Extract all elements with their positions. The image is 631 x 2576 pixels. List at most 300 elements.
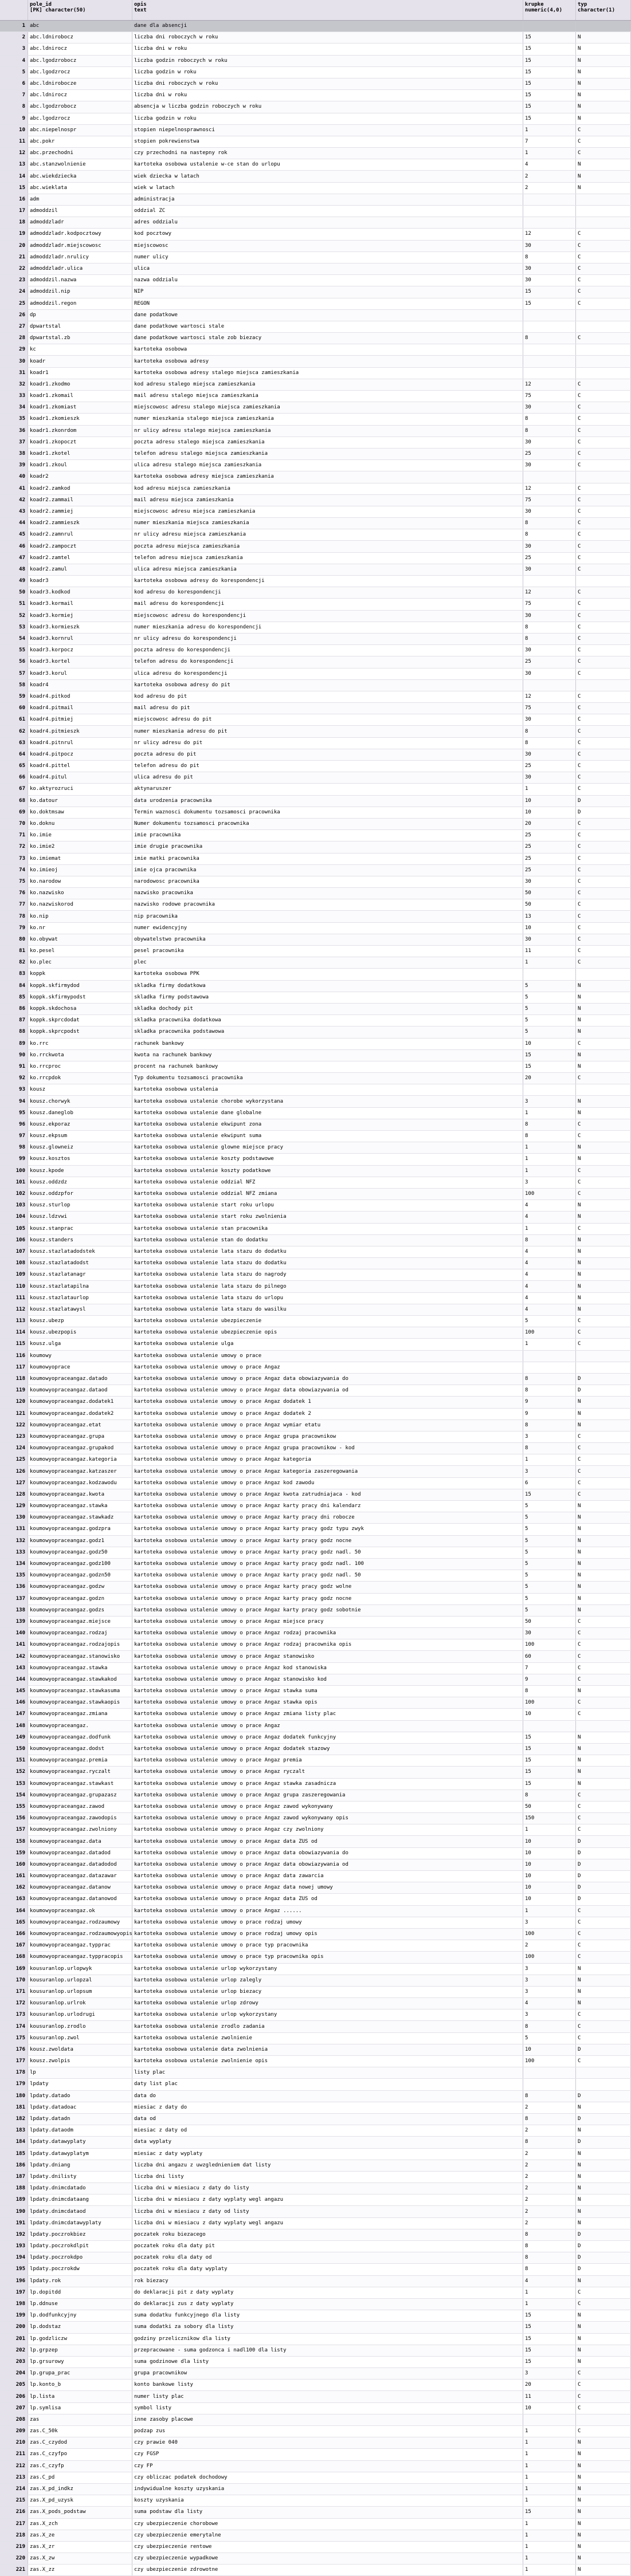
table-row[interactable] — [0, 633, 631, 644]
typ-cell[interactable]: D — [576, 2090, 631, 2102]
pole-id-cell[interactable]: koumowyopraceangaz.stawkadz — [28, 1512, 132, 1524]
krupke-cell[interactable]: 4 — [523, 159, 576, 171]
opis-cell[interactable]: do deklaracji pit z daty wyplaty — [132, 2287, 523, 2298]
pole-id-cell[interactable]: koumowyopraceangaz.rodzaumowy — [28, 1917, 132, 1928]
typ-cell[interactable]: N — [576, 1258, 631, 1269]
pole-id-cell[interactable]: koadr3 — [28, 576, 132, 587]
krupke-cell[interactable]: 3 — [523, 1466, 576, 1477]
row-number[interactable]: 199 — [0, 2310, 28, 2322]
table-row[interactable] — [0, 2449, 631, 2460]
typ-cell[interactable] — [576, 679, 631, 691]
row-number[interactable]: 44 — [0, 518, 28, 529]
pole-id-cell[interactable]: koadr4.pittel — [28, 761, 132, 772]
krupke-cell[interactable]: 8 — [523, 2229, 576, 2240]
pole-id-cell[interactable]: kousz.ubezpopis — [28, 1327, 132, 1339]
row-number[interactable]: 49 — [0, 576, 28, 587]
typ-cell[interactable]: C — [576, 888, 631, 899]
table-row[interactable] — [0, 1292, 631, 1304]
row-number[interactable]: 60 — [0, 703, 28, 714]
pole-id-cell[interactable]: koumowyopraceangaz.kwota — [28, 1489, 132, 1500]
krupke-cell[interactable]: 8 — [523, 1419, 576, 1431]
krupke-cell[interactable]: 30 — [523, 275, 576, 286]
row-number[interactable]: 217 — [0, 2518, 28, 2530]
typ-cell[interactable]: C — [576, 957, 631, 969]
typ-cell[interactable]: C — [576, 1940, 631, 1952]
opis-cell[interactable]: obywatelstwo pracownika — [132, 934, 523, 945]
opis-cell[interactable]: kartoteka osobowa adresy do pit — [132, 679, 523, 691]
typ-cell[interactable]: C — [576, 1038, 631, 1049]
krupke-cell[interactable]: 150 — [523, 1813, 576, 1824]
pole-id-cell[interactable]: koumowyopraceangaz.typprac — [28, 1940, 132, 1952]
typ-cell[interactable]: N — [576, 171, 631, 182]
row-number[interactable]: 13 — [0, 159, 28, 171]
pole-id-cell[interactable]: koumowyopraceangaz.datanow — [28, 1882, 132, 1894]
krupke-cell[interactable]: 12 — [523, 691, 576, 702]
row-number[interactable]: 169 — [0, 1963, 28, 1975]
typ-cell[interactable]: N — [576, 1535, 631, 1547]
krupke-cell[interactable]: 2 — [523, 2206, 576, 2217]
table-row[interactable] — [0, 1952, 631, 1963]
pole-id-cell[interactable]: zas.C_50k — [28, 2426, 132, 2437]
pole-id-cell[interactable]: lp.dopitdd — [28, 2287, 132, 2298]
typ-cell[interactable]: N — [576, 2553, 631, 2565]
typ-cell[interactable]: D — [576, 807, 631, 818]
typ-cell[interactable]: N — [576, 1049, 631, 1061]
table-row[interactable] — [0, 1327, 631, 1339]
typ-cell[interactable]: C — [576, 633, 631, 644]
typ-cell[interactable]: N — [576, 1593, 631, 1604]
krupke-cell[interactable]: 100 — [523, 1697, 576, 1709]
pole-id-cell[interactable]: koppk.skprcpodst — [28, 1027, 132, 1038]
pole-id-cell[interactable]: koumowyopraceangaz.kategoria — [28, 1454, 132, 1466]
opis-cell[interactable]: stopien pokrewienstwa — [132, 136, 523, 147]
pole-id-cell[interactable]: koadr3.kormiej — [28, 610, 132, 622]
pole-id-cell[interactable]: abc.lgodzrobocz — [28, 55, 132, 66]
row-number[interactable]: 43 — [0, 506, 28, 517]
pole-id-cell[interactable]: koadr3.kortel — [28, 656, 132, 668]
table-row[interactable] — [0, 78, 631, 89]
table-row[interactable] — [0, 2414, 631, 2425]
pole-id-cell[interactable]: abc.przechodni — [28, 148, 132, 159]
row-number[interactable]: 130 — [0, 1512, 28, 1524]
table-row[interactable] — [0, 1547, 631, 1558]
table-row[interactable] — [0, 66, 631, 78]
row-number[interactable]: 100 — [0, 1165, 28, 1177]
krupke-cell[interactable]: 2 — [523, 182, 576, 194]
row-number[interactable]: 84 — [0, 980, 28, 992]
typ-cell[interactable]: N — [576, 1524, 631, 1535]
krupke-cell[interactable]: 1 — [523, 957, 576, 969]
opis-cell[interactable]: mail adresu stalego miejsca zamieszkania — [132, 391, 523, 402]
krupke-cell[interactable]: 2 — [523, 2102, 576, 2113]
pole-id-cell[interactable]: koadr4.pitkod — [28, 691, 132, 702]
row-number[interactable]: 23 — [0, 275, 28, 286]
table-row[interactable] — [0, 229, 631, 240]
krupke-cell[interactable]: 5 — [523, 980, 576, 992]
typ-cell[interactable] — [576, 1084, 631, 1096]
typ-cell[interactable]: C — [576, 772, 631, 784]
table-row[interactable] — [0, 1454, 631, 1466]
pole-id-cell[interactable]: ko.narodow — [28, 876, 132, 887]
pole-id-cell[interactable]: koumowyopraceangaz.rodzajopis — [28, 1639, 132, 1651]
row-number[interactable]: 177 — [0, 2056, 28, 2067]
typ-cell[interactable]: D — [576, 795, 631, 807]
typ-cell[interactable]: N — [576, 1142, 631, 1154]
table-row[interactable] — [0, 101, 631, 113]
pole-id-cell[interactable]: koumowyopraceangaz.godzs — [28, 1604, 132, 1616]
krupke-cell[interactable]: 10 — [523, 1882, 576, 1894]
krupke-cell[interactable]: 12 — [523, 379, 576, 390]
opis-cell[interactable]: kartoteka osobowa ustalenie umowy o prace Angaz karty pracy godz nocne — [132, 1535, 523, 1547]
pole-id-cell[interactable]: koumowyopraceangaz.stawkast — [28, 1778, 132, 1790]
opis-cell[interactable]: kartoteka osobowa PPK — [132, 969, 523, 980]
table-row[interactable] — [0, 2472, 631, 2483]
table-row[interactable] — [0, 1813, 631, 1824]
row-number[interactable]: 86 — [0, 1003, 28, 1014]
opis-cell[interactable]: nr ulicy adresu miejsca zamieszkania — [132, 529, 523, 541]
krupke-cell[interactable]: 25 — [523, 656, 576, 668]
opis-cell[interactable]: liczba dni w miesiacu z daty do listy — [132, 2183, 523, 2194]
krupke-cell[interactable]: 1 — [523, 2495, 576, 2507]
typ-cell[interactable]: C — [576, 1917, 631, 1928]
krupke-cell[interactable]: 15 — [523, 298, 576, 309]
opis-cell[interactable]: telefon adresu miejsca zamieszkania — [132, 552, 523, 564]
table-row[interactable] — [0, 518, 631, 529]
table-row[interactable] — [0, 2287, 631, 2298]
row-number[interactable]: 88 — [0, 1027, 28, 1038]
krupke-cell[interactable]: 3 — [523, 2009, 576, 2021]
typ-cell[interactable]: C — [576, 2426, 631, 2437]
row-number[interactable]: 111 — [0, 1292, 28, 1304]
pole-id-cell[interactable]: lpdaty.datadoac — [28, 2102, 132, 2113]
row-number[interactable]: 174 — [0, 2021, 28, 2032]
typ-cell[interactable]: N — [576, 1292, 631, 1304]
pole-id-cell[interactable]: abc.ldnirobocz — [28, 32, 132, 44]
table-row[interactable] — [0, 2275, 631, 2287]
krupke-cell[interactable]: 3 — [523, 1096, 576, 1107]
opis-cell[interactable]: skladka pracownika dodatkowa — [132, 1015, 523, 1027]
opis-cell[interactable]: kartoteka osobowa ustalenie umowy o prace Angaz stawka opis — [132, 1697, 523, 1709]
typ-cell[interactable]: N — [576, 980, 631, 992]
opis-cell[interactable]: kartoteka osobowa ustalenie dane globalne — [132, 1107, 523, 1119]
krupke-cell[interactable] — [523, 367, 576, 379]
krupke-cell[interactable]: 1 — [523, 2437, 576, 2449]
opis-cell[interactable]: data wyplaty — [132, 2137, 523, 2148]
krupke-cell[interactable]: 4 — [523, 2275, 576, 2287]
typ-cell[interactable]: C — [576, 298, 631, 309]
pole-id-cell[interactable]: koumowyopraceangaz.godzn50 — [28, 1570, 132, 1582]
krupke-cell[interactable]: 8 — [523, 518, 576, 529]
row-number[interactable]: 28 — [0, 333, 28, 344]
row-number[interactable]: 51 — [0, 599, 28, 610]
pole-id-cell[interactable]: koumowyopraceangaz.dataod — [28, 1385, 132, 1397]
opis-cell[interactable]: skladka pracownika podstawowa — [132, 1027, 523, 1038]
typ-cell[interactable]: N — [576, 182, 631, 194]
row-number[interactable]: 36 — [0, 425, 28, 436]
krupke-cell[interactable] — [523, 2414, 576, 2425]
row-number[interactable]: 150 — [0, 1743, 28, 1755]
row-number[interactable]: 20 — [0, 240, 28, 251]
row-number[interactable]: 68 — [0, 795, 28, 807]
opis-cell[interactable]: kartoteka osobowa ustalenie umowy o prace Angaz — [132, 1362, 523, 1373]
krupke-cell[interactable]: 3 — [523, 1177, 576, 1188]
krupke-cell[interactable]: 5 — [523, 1015, 576, 1027]
krupke-cell[interactable]: 2 — [523, 2125, 576, 2137]
table-row[interactable] — [0, 1512, 631, 1524]
pole-id-cell[interactable]: koumowyopraceangaz.datadod — [28, 1847, 132, 1859]
pole-id-cell[interactable]: koppk.skfirmypodst — [28, 992, 132, 1003]
opis-cell[interactable]: kartoteka osobowa ustalenie urlop wykorzystany — [132, 2009, 523, 2021]
opis-cell[interactable]: kartoteka osobowa ustalenie umowy o prace Angaz kod stanowiska — [132, 1662, 523, 1674]
table-row[interactable] — [0, 2460, 631, 2472]
pole-id-cell[interactable]: koadr4.pitul — [28, 772, 132, 784]
krupke-cell[interactable]: 10 — [523, 1709, 576, 1720]
pole-id-cell[interactable]: koppk — [28, 969, 132, 980]
typ-cell[interactable]: C — [576, 784, 631, 795]
column-header-opis[interactable]: opis text — [132, 0, 523, 21]
table-row[interactable] — [0, 2206, 631, 2217]
opis-cell[interactable]: kwota na rachunek bankowy — [132, 1049, 523, 1061]
typ-cell[interactable]: N — [576, 2345, 631, 2356]
typ-cell[interactable]: N — [576, 1570, 631, 1582]
pole-id-cell[interactable]: admoddzladr — [28, 217, 132, 229]
row-number[interactable]: 152 — [0, 1767, 28, 1778]
krupke-cell[interactable]: 1 — [523, 2541, 576, 2553]
opis-cell[interactable]: kod adresu do korespondencji — [132, 587, 523, 599]
typ-cell[interactable]: N — [576, 2483, 631, 2495]
table-row[interactable] — [0, 2137, 631, 2148]
krupke-cell[interactable]: 15 — [523, 1732, 576, 1743]
row-number[interactable]: 12 — [0, 148, 28, 159]
row-number[interactable]: 163 — [0, 1894, 28, 1905]
krupke-cell[interactable]: 2 — [523, 2171, 576, 2182]
table-row[interactable] — [0, 2380, 631, 2391]
typ-cell[interactable]: C — [576, 911, 631, 922]
pole-id-cell[interactable]: ko.imie — [28, 830, 132, 841]
opis-cell[interactable]: mail adresu miejsca zamieszkania — [132, 494, 523, 506]
opis-cell[interactable]: kartoteka osobowa ustalenie data zwolnienia — [132, 2044, 523, 2055]
opis-cell[interactable]: miejscowosc — [132, 240, 523, 251]
row-number[interactable]: 18 — [0, 217, 28, 229]
row-number[interactable]: 145 — [0, 1686, 28, 1697]
table-row[interactable] — [0, 2160, 631, 2171]
row-number[interactable]: 214 — [0, 2483, 28, 2495]
row-number[interactable]: 65 — [0, 761, 28, 772]
typ-cell[interactable]: C — [576, 124, 631, 136]
krupke-cell[interactable]: 15 — [523, 101, 576, 113]
pole-id-cell[interactable]: koumowyopraceangaz.godz50 — [28, 1547, 132, 1558]
typ-cell[interactable] — [576, 1350, 631, 1362]
table-row[interactable] — [0, 1269, 631, 1281]
pole-id-cell[interactable]: lpdaty.dnimcdataang — [28, 2194, 132, 2206]
row-number[interactable]: 37 — [0, 436, 28, 448]
opis-cell[interactable]: kartoteka osobowa — [132, 344, 523, 356]
pole-id-cell[interactable]: koumowyopraceangaz.dodatek2 — [28, 1408, 132, 1419]
row-number[interactable]: 195 — [0, 2264, 28, 2275]
krupke-cell[interactable]: 11 — [523, 2391, 576, 2402]
row-number[interactable]: 82 — [0, 957, 28, 969]
table-row[interactable] — [0, 1223, 631, 1234]
opis-cell[interactable]: Typ dokumentu tozsamosci pracownika — [132, 1073, 523, 1084]
opis-cell[interactable]: wiek w latach — [132, 182, 523, 194]
opis-cell[interactable]: imie drugie pracownika — [132, 841, 523, 853]
pole-id-cell[interactable]: kousuranlop.urlopzal — [28, 1975, 132, 1986]
row-number[interactable]: 108 — [0, 1258, 28, 1269]
opis-cell[interactable]: kartoteka osobowa ustalenie koszty podatkowe — [132, 1165, 523, 1177]
typ-cell[interactable]: N — [576, 1246, 631, 1257]
pole-id-cell[interactable]: lpdaty.poczrokbiez — [28, 2229, 132, 2240]
typ-cell[interactable]: C — [576, 1223, 631, 1234]
krupke-cell[interactable]: 1 — [523, 1154, 576, 1165]
krupke-cell[interactable]: 25 — [523, 552, 576, 564]
pole-id-cell[interactable]: lpdaty.datado — [28, 2090, 132, 2102]
pole-id-cell[interactable]: adm — [28, 194, 132, 205]
table-row[interactable] — [0, 2241, 631, 2252]
typ-cell[interactable]: D — [576, 1859, 631, 1870]
opis-cell[interactable]: ulica adresu miejsca zamieszkania — [132, 564, 523, 575]
pole-id-cell[interactable]: koadr2.zamtel — [28, 552, 132, 564]
row-number[interactable]: 124 — [0, 1443, 28, 1454]
krupke-cell[interactable]: 75 — [523, 494, 576, 506]
pole-id-cell[interactable]: zas.X_pd_uzysk — [28, 2495, 132, 2507]
pole-id-cell[interactable]: abc.pokr — [28, 136, 132, 147]
table-row[interactable] — [0, 1824, 631, 1836]
table-row[interactable] — [0, 32, 631, 44]
krupke-cell[interactable] — [523, 194, 576, 205]
column-header-pole-id[interactable]: pole_id [PK] character(50) — [28, 0, 132, 21]
typ-cell[interactable]: N — [576, 2437, 631, 2449]
krupke-cell[interactable] — [523, 344, 576, 356]
row-number[interactable]: 193 — [0, 2241, 28, 2252]
pole-id-cell[interactable]: koadr2.zammail — [28, 494, 132, 506]
krupke-cell[interactable]: 30 — [523, 610, 576, 622]
krupke-cell[interactable]: 1 — [523, 2460, 576, 2472]
krupke-cell[interactable]: 8 — [523, 633, 576, 644]
typ-cell[interactable]: N — [576, 32, 631, 44]
typ-cell[interactable]: N — [576, 2565, 631, 2576]
opis-cell[interactable]: kartoteka osobowa ustalenie ekwipunt suma — [132, 1131, 523, 1142]
typ-cell[interactable]: C — [576, 1813, 631, 1824]
pole-id-cell[interactable]: kousuranlop.urlodrugi — [28, 2009, 132, 2021]
typ-cell[interactable]: N — [576, 2148, 631, 2160]
typ-cell[interactable] — [576, 1362, 631, 1373]
krupke-cell[interactable] — [523, 356, 576, 367]
krupke-cell[interactable] — [523, 321, 576, 332]
opis-cell[interactable]: suma dodatki za sobory dla listy — [132, 2322, 523, 2333]
table-row[interactable] — [0, 2298, 631, 2310]
opis-cell[interactable]: kartoteka osobowa ustalenie stan pracownika — [132, 1223, 523, 1234]
typ-cell[interactable]: N — [576, 1512, 631, 1524]
opis-cell[interactable]: kartoteka osobowa ustalenie umowy o prace Angaz data ZUS od — [132, 1894, 523, 1905]
typ-cell[interactable]: C — [576, 668, 631, 679]
typ-cell[interactable]: N — [576, 1686, 631, 1697]
pole-id-cell[interactable]: koadr1.zkoul — [28, 460, 132, 471]
row-number[interactable]: 106 — [0, 1234, 28, 1246]
krupke-cell[interactable]: 1 — [523, 1824, 576, 1836]
pole-id-cell[interactable]: dpwartstal.zb — [28, 333, 132, 344]
typ-cell[interactable]: N — [576, 1154, 631, 1165]
pole-id-cell[interactable]: zas.C_czyfp — [28, 2460, 132, 2472]
pole-id-cell[interactable]: kousz.ekpsum — [28, 1131, 132, 1142]
opis-cell[interactable]: kartoteka osobowa adresy stalego miejsca zamieszkania — [132, 367, 523, 379]
typ-cell[interactable]: N — [576, 2449, 631, 2460]
typ-cell[interactable]: C — [576, 818, 631, 829]
pole-id-cell[interactable]: abc.ldnirocz — [28, 90, 132, 101]
table-row[interactable] — [0, 668, 631, 679]
krupke-cell[interactable]: 8 — [523, 726, 576, 737]
row-number[interactable]: 34 — [0, 402, 28, 414]
opis-cell[interactable]: dane podatkowe wartosci stale zob biezacy — [132, 333, 523, 344]
krupke-cell[interactable] — [523, 1084, 576, 1096]
pole-id-cell[interactable]: koumowy — [28, 1350, 132, 1362]
pole-id-cell[interactable]: koumowyopraceangaz.zawod — [28, 1801, 132, 1812]
opis-cell[interactable]: kartoteka osobowa ustalenie lata stazu do nagrody — [132, 1269, 523, 1281]
row-number[interactable]: 74 — [0, 864, 28, 876]
krupke-cell[interactable]: 5 — [523, 1027, 576, 1038]
opis-cell[interactable]: kartoteka osobowa ustalenie umowy o prace Angaz grupa pracownikow - kod — [132, 1443, 523, 1454]
krupke-cell[interactable]: 5 — [523, 1535, 576, 1547]
table-row[interactable] — [0, 2345, 631, 2356]
table-row[interactable] — [0, 2518, 631, 2530]
table-row[interactable] — [0, 2079, 631, 2090]
typ-cell[interactable]: N — [576, 1107, 631, 1119]
opis-cell[interactable]: czy przechodni na nastepny rok — [132, 148, 523, 159]
krupke-cell[interactable]: 30 — [523, 263, 576, 274]
krupke-cell[interactable]: 4 — [523, 1246, 576, 1257]
table-row[interactable] — [0, 1709, 631, 1720]
table-row[interactable] — [0, 402, 631, 414]
pole-id-cell[interactable]: koadr — [28, 356, 132, 367]
pole-id-cell[interactable]: zas.X_zr — [28, 2541, 132, 2553]
row-number[interactable]: 135 — [0, 1570, 28, 1582]
typ-cell[interactable]: C — [576, 541, 631, 552]
pole-id-cell[interactable]: koumowyopraceangaz.godzpra — [28, 1524, 132, 1535]
pole-id-cell[interactable]: lpdaty.dniang — [28, 2160, 132, 2171]
table-row[interactable] — [0, 1119, 631, 1130]
pole-id-cell[interactable]: lpdaty.datawyplatym — [28, 2148, 132, 2160]
pole-id-cell[interactable]: ko.imiemat — [28, 853, 132, 864]
typ-cell[interactable]: N — [576, 2217, 631, 2229]
krupke-cell[interactable]: 15 — [523, 2310, 576, 2322]
pole-id-cell[interactable]: lp.grupa_prac — [28, 2368, 132, 2380]
row-number[interactable]: 161 — [0, 1871, 28, 1882]
krupke-cell[interactable]: 8 — [523, 2021, 576, 2032]
krupke-cell[interactable]: 15 — [523, 286, 576, 298]
typ-cell[interactable]: N — [576, 1732, 631, 1743]
table-row[interactable] — [0, 1963, 631, 1975]
table-row[interactable] — [0, 980, 631, 992]
typ-cell[interactable]: C — [576, 275, 631, 286]
opis-cell[interactable]: imie pracownika — [132, 830, 523, 841]
typ-cell[interactable]: C — [576, 1477, 631, 1489]
row-number[interactable]: 180 — [0, 2090, 28, 2102]
opis-cell[interactable]: poczatek roku dla daty od — [132, 2252, 523, 2264]
opis-cell[interactable]: kartoteka osobowa ustalenie umowy o prace Angaz stanowisko — [132, 1651, 523, 1662]
row-number[interactable]: 99 — [0, 1154, 28, 1165]
row-number[interactable]: 71 — [0, 830, 28, 841]
pole-id-cell[interactable]: ko.obywat — [28, 934, 132, 945]
typ-cell[interactable]: C — [576, 2391, 631, 2402]
opis-cell[interactable]: liczba godzin w roku — [132, 66, 523, 78]
opis-cell[interactable]: suma godzinowe dla listy — [132, 2356, 523, 2367]
pole-id-cell[interactable]: ko.nazwisko — [28, 888, 132, 899]
opis-cell[interactable]: liczba dni w roku — [132, 44, 523, 55]
typ-cell[interactable]: C — [576, 1454, 631, 1466]
krupke-cell[interactable]: 3 — [523, 1431, 576, 1442]
row-number[interactable]: 197 — [0, 2287, 28, 2298]
row-number[interactable]: 15 — [0, 182, 28, 194]
pole-id-cell[interactable]: koadr4.pitpocz — [28, 749, 132, 760]
